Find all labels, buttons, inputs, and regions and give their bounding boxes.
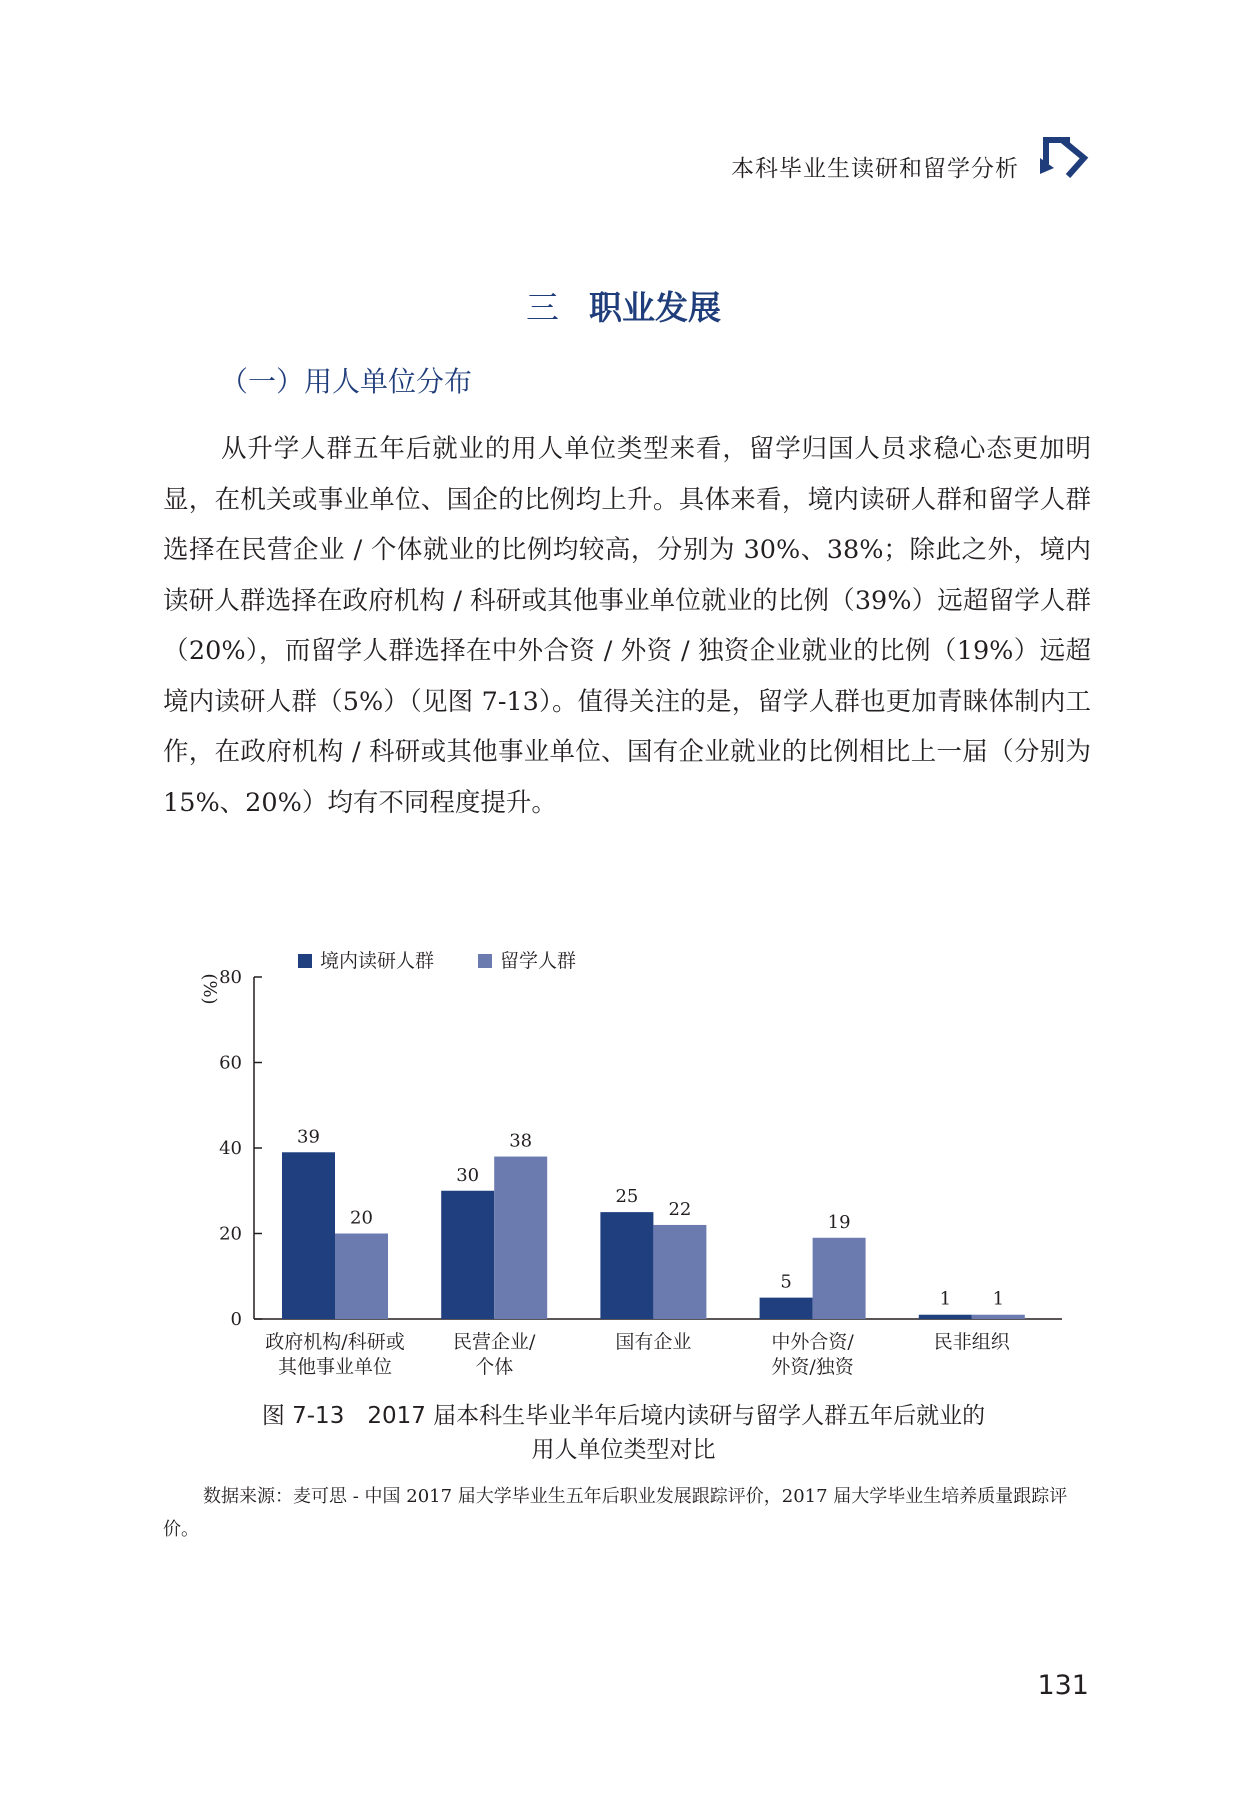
- bar-value-label: 19: [827, 1211, 851, 1233]
- bar-value-label: 1: [939, 1288, 952, 1310]
- bar: [919, 1315, 972, 1319]
- bar: [441, 1191, 494, 1319]
- y-axis-label: (%): [199, 973, 220, 1005]
- subsection-title: （一）用人单位分布: [220, 365, 473, 398]
- bar: [494, 1157, 547, 1319]
- x-category-label: 个体: [475, 1356, 514, 1375]
- x-category-label: 国有企业: [615, 1331, 692, 1353]
- bar-value-label: 38: [509, 1130, 533, 1152]
- bar-value-label: 30: [456, 1164, 480, 1186]
- y-tick-label: 0: [230, 1309, 242, 1330]
- figure-caption-line-2: 用人单位类型对比: [531, 1437, 716, 1463]
- x-category-label: 中外合资/: [771, 1331, 854, 1353]
- legend-label: 境内读研人群: [320, 950, 435, 972]
- x-category-label: 民营企业/: [452, 1331, 536, 1353]
- bar: [760, 1298, 813, 1319]
- bar-value-label: 20: [350, 1207, 373, 1229]
- legend-swatch: [298, 954, 312, 968]
- y-tick-label: 60: [219, 1052, 242, 1074]
- section-number: 三: [526, 288, 559, 327]
- source-note: 数据来源：麦可思 - 中国 2017 届大学毕业生五年后职业发展跟踪评价，2017 届大学毕业生培养质量跟踪评价。: [163, 1486, 1068, 1540]
- bar-value-label: 22: [668, 1198, 692, 1220]
- running-header-title: 本科毕业生读研和留学分析: [731, 156, 1019, 182]
- section-title: [0, 282, 1247, 329]
- x-category-label: 其他事业单位: [277, 1356, 393, 1375]
- bar-chart: [180, 935, 1080, 1375]
- section-heading: 职业发展: [589, 288, 721, 327]
- x-category-label: 民非组织: [933, 1331, 1010, 1353]
- legend-swatch: [478, 954, 492, 968]
- bar-value-label: 39: [297, 1126, 320, 1148]
- bar: [282, 1152, 335, 1319]
- bar: [972, 1315, 1025, 1319]
- body-paragraph: 从升学人群五年后就业的用人单位类型来看，留学归国人员求稳心态更加明显，在机关或事业单位、国企的比例均上升。具体来看，境内读研人群和留学人群选择在民营企业 / 个体就业的比例均较高，分别为 30%、38%；除此之外，境内读研人群选择在政府机构 / 科研或其他事业单位就业的比例（39%）远超留学人群（20%），而留学人群选择在中外合资 / 外资 / 独资企业就业的比例（19%）远超境内读研人群（5%）（见图 7-13）。值得关注的是，留学人群也更加青睐体制内工作，在政府机构 / 科研或其他事业单位、国有企业就业的比例相比上一届（分别为 15%、20%）均有不同程度提升。: [163, 434, 1091, 818]
- bar-value-label: 5: [780, 1271, 792, 1293]
- bar-value-label: 1: [992, 1288, 1005, 1310]
- bar-value-label: 25: [615, 1186, 639, 1208]
- chapter-bracket-icon: [1040, 134, 1092, 182]
- bar: [335, 1234, 388, 1320]
- x-category-label: 政府机构/科研或: [265, 1331, 405, 1353]
- bar: [600, 1212, 653, 1319]
- y-tick-label: 80: [219, 967, 242, 988]
- page-number: 131: [1037, 1670, 1089, 1701]
- bar: [813, 1238, 866, 1319]
- bar: [653, 1225, 706, 1319]
- figure-caption-line-1: 图 7-13 2017 届本科生毕业半年后境内读研与留学人群五年后就业的: [261, 1403, 986, 1429]
- x-category-label: 外资/独资: [771, 1356, 854, 1375]
- figure-caption: [0, 1399, 1247, 1467]
- legend-label: 留学人群: [500, 950, 577, 972]
- y-tick-label: 20: [219, 1223, 242, 1245]
- y-tick-label: 40: [219, 1138, 242, 1159]
